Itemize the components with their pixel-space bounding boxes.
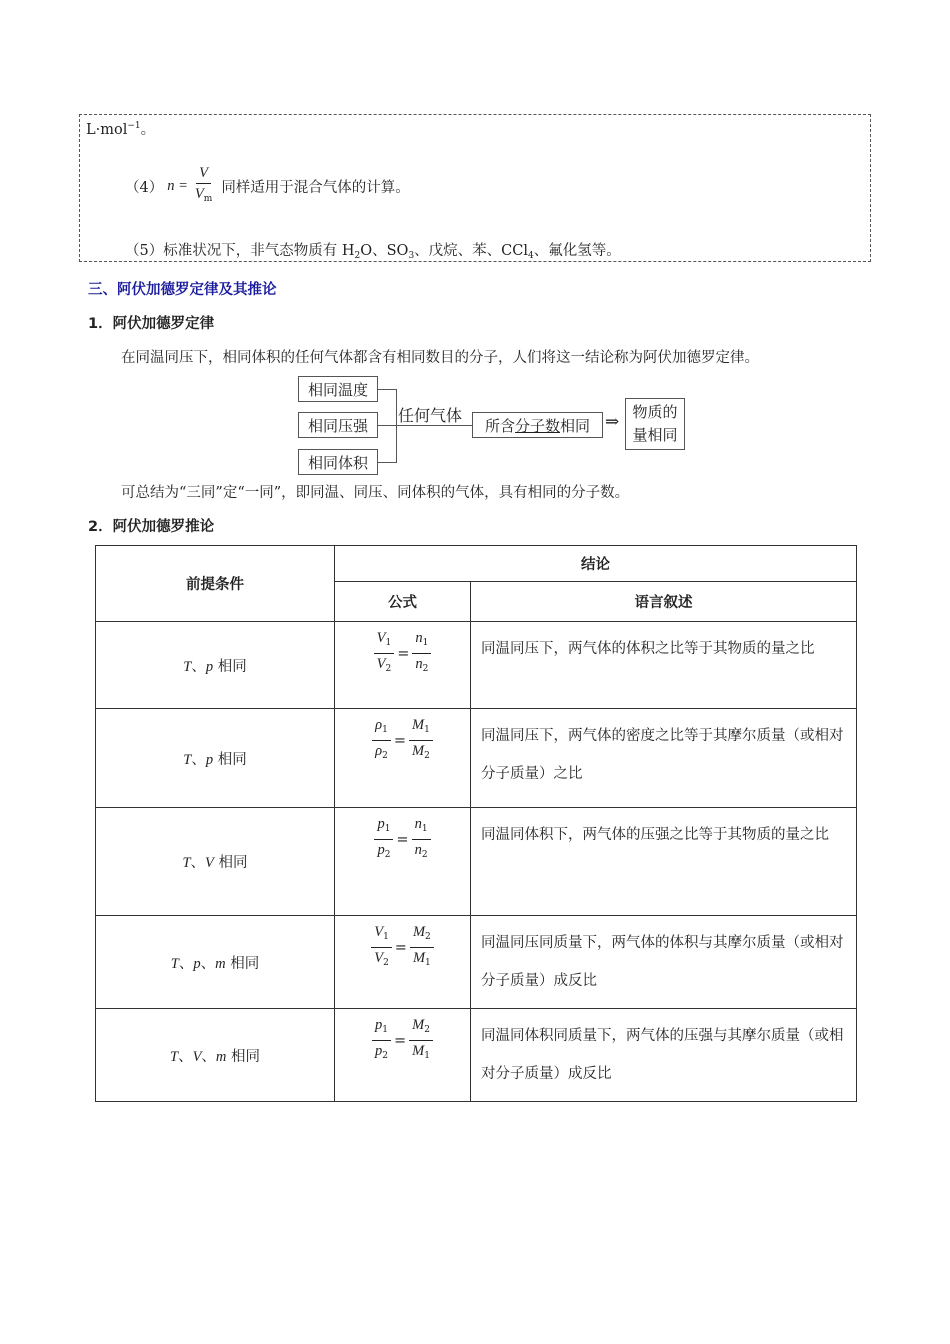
table-row (96, 808, 857, 916)
connector-line (378, 462, 396, 463)
contains-prefix: 所含 (484, 416, 515, 435)
premise-cell: T、p、m 相同 (96, 916, 335, 1009)
item5-so3-sub: 3 (408, 251, 415, 261)
connector-line (396, 425, 472, 426)
contains-molecules: 分子数 (514, 416, 560, 435)
description-cell: 同温同体积同质量下，两气体的压强与其摩尔质量（或相对分子质量）成反比 (471, 1009, 857, 1102)
header-formula: 公式 (335, 582, 471, 622)
unit-exponent: −1 (127, 121, 141, 131)
item4-denominator-sub: m (203, 194, 213, 204)
item4-fraction (192, 163, 215, 209)
item5-h2o-sub: 2 (354, 251, 361, 261)
item5-prefix: （5）标准状况下，非气态物质有 H (125, 243, 355, 259)
item4-denominator: V (194, 186, 204, 202)
premise-cell: T、V、m 相同 (96, 1009, 335, 1102)
formula-cell: $\frac{p_1}{p_2}$ = $\frac{n_1}{n_2}$ (335, 808, 471, 916)
formula-cell: $\frac{\rho_1}{\rho_2}$ = $\frac{M_1}{M_2}$ (335, 709, 471, 808)
description-cell: 同温同压下，两气体的体积之比等于其物质的量之比 (471, 622, 857, 709)
table-row (96, 622, 857, 709)
connector-bracket (396, 389, 397, 463)
unit-text: L·mol (86, 122, 128, 138)
item5-end: 、氟化氢等。 (533, 243, 621, 259)
item5-h2o-end: O、SO (360, 243, 409, 259)
contains-suffix: 相同 (560, 416, 591, 435)
header-description: 语言叙述 (471, 582, 857, 622)
unit-line (86, 118, 155, 139)
box-same-pressure: 相同压强 (298, 412, 378, 438)
box-same-volume: 相同体积 (298, 449, 378, 475)
item5-ccl4-sub: 4 (528, 251, 534, 261)
formula-cell: $\frac{V_1}{V_2}$ = $\frac{n_1}{n_2}$ (335, 622, 471, 709)
any-gas-label: 任何气体 (398, 406, 463, 425)
item4-text: 同样适用于混合气体的计算。 (221, 179, 410, 196)
premise-cell: T、p 相同 (96, 709, 335, 808)
premise-cell: T、V 相同 (96, 808, 335, 916)
box-same-temperature: 相同温度 (298, 376, 378, 402)
law-statement: 在同温同压下，相同体积的任何气体都含有相同数目的分子，人们将这一结论称为阿伏加德罗定律。 (121, 350, 759, 366)
law-heading: 1．阿伏加德罗定律 (88, 316, 215, 332)
note-item-4 (125, 163, 410, 209)
result-line-2: 量相同 (632, 426, 678, 444)
table-row (96, 709, 857, 808)
box-same-molecule-count (472, 412, 603, 438)
connector-line (378, 425, 396, 426)
formula-cell: $\frac{V_1}{V_2}$ = $\frac{M_2}{M_1}$ (335, 916, 471, 1009)
inference-table (95, 545, 857, 1102)
table-row (96, 1009, 857, 1102)
section-title: 三、阿伏加德罗定律及其推论 (88, 282, 277, 298)
header-premise: 前提条件 (96, 546, 335, 622)
note-item-5 (125, 239, 621, 261)
description-cell: 同温同体积下，两气体的压强之比等于其物质的量之比 (471, 808, 857, 916)
inference-heading: 2．阿伏加德罗推论 (88, 519, 215, 535)
unit-end: 。 (140, 122, 156, 138)
description-cell: 同温同压下，两气体的密度之比等于其摩尔质量（或相对分子质量）之比 (471, 709, 857, 808)
description-cell: 同温同压同质量下，两气体的体积与其摩尔质量（或相对分子质量）成反比 (471, 916, 857, 1009)
table-row (96, 916, 857, 1009)
item5-mid: 、戊烷、苯、CCl (414, 243, 528, 259)
law-summary: 可总结为“三同”定“一同”，即同温、同压、同体积的气体，具有相同的分子数。 (121, 485, 630, 501)
item4-prefix: （4） (125, 179, 164, 196)
box-same-amount (625, 398, 685, 450)
header-conclusion: 结论 (335, 546, 857, 582)
result-line-1: 物质的 (632, 403, 678, 421)
item4-numerator: V (196, 163, 211, 184)
formula-cell: $\frac{p_1}{p_2}$ = $\frac{M_2}{M_1}$ (335, 1009, 471, 1102)
implies-arrow-icon: ⇒ (605, 412, 620, 432)
premise-cell: T、p 相同 (96, 622, 335, 709)
item4-formula-lhs: n = (167, 177, 188, 194)
connector-line (378, 389, 396, 390)
